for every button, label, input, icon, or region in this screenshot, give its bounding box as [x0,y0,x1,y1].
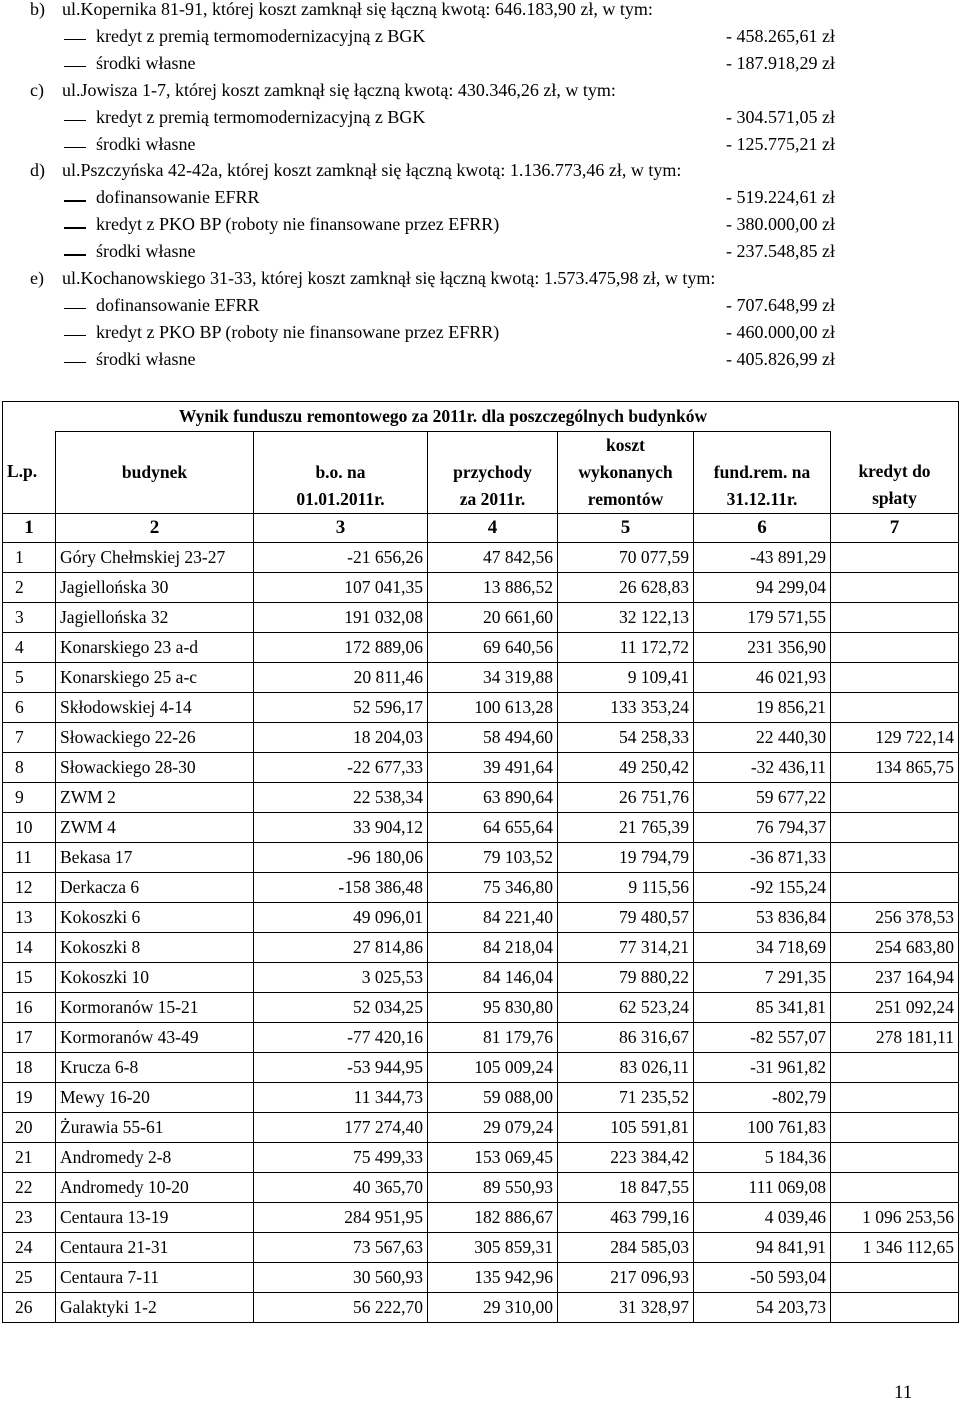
cell-lp: 16 [3,992,56,1022]
cell-bo: 52 034,25 [254,992,428,1022]
cell-budynek: Kormoranów 43-49 [56,1022,254,1052]
summary-label: e) [30,268,44,288]
cell-przychody: 29 310,00 [428,1292,558,1322]
cell-koszt: 217 096,93 [558,1262,694,1292]
cell-budynek: Galaktyki 1-2 [56,1292,254,1322]
cell-bo: 75 499,33 [254,1142,428,1172]
cell-kredyt [831,872,959,902]
cell-koszt: 71 235,52 [558,1082,694,1112]
cell-przychody: 13 886,52 [428,572,558,602]
dash-bullet-icon [64,362,86,364]
cell-fund: -50 593,04 [694,1262,831,1292]
table-corner [3,402,56,432]
cell-lp: 15 [3,962,56,992]
cell-bo: 40 365,70 [254,1172,428,1202]
table-row [3,992,959,1022]
cell-lp: 11 [3,842,56,872]
cell-kredyt: 134 865,75 [831,752,959,782]
col-number: 3 [254,513,428,542]
table-row [3,1292,959,1322]
summary-label: c) [30,79,44,100]
cell-przychody: 153 069,45 [428,1142,558,1172]
summary-label: b) [30,0,45,19]
cell-lp: 23 [3,1202,56,1232]
cell-przychody: 84 146,04 [428,962,558,992]
cell-fund: -82 557,07 [694,1022,831,1052]
cell-fund: -31 961,82 [694,1052,831,1082]
summary-item-text: środki własne [96,348,196,369]
table-row [3,722,959,752]
cell-bo: 284 951,95 [254,1202,428,1232]
summary-item-amount: - 458.265,61 zł [726,25,835,46]
cell-kredyt [831,1172,959,1202]
cell-kredyt: 278 181,11 [831,1022,959,1052]
summary-item-amount: - 237.548,85 zł [726,241,835,262]
cell-koszt: 83 026,11 [558,1052,694,1082]
cell-koszt: 31 328,97 [558,1292,694,1322]
summary-item-amount: - 304.571,05 zł [726,106,835,127]
cell-lp: 9 [3,782,56,812]
summary-item-amount: - 125.775,21 zł [726,133,835,154]
cell-koszt: 9 109,41 [558,662,694,692]
cell-przychody: 105 009,24 [428,1052,558,1082]
cell-lp: 13 [3,902,56,932]
table-row [3,962,959,992]
dash-bullet-icon [64,39,86,41]
cell-kredyt: 1 346 112,65 [831,1232,959,1262]
table-row [3,872,959,902]
cell-przychody: 58 494,60 [428,722,558,752]
cell-kredyt [831,1142,959,1172]
cell-bo: 172 889,06 [254,632,428,662]
table-row [3,602,959,632]
cell-budynek: Kokoszki 6 [56,902,254,932]
cell-przychody: 95 830,80 [428,992,558,1022]
cell-przychody: 29 079,24 [428,1112,558,1142]
cell-przychody: 84 221,40 [428,902,558,932]
table-body [3,542,959,1322]
repair-fund-table [2,401,959,1323]
dash-bullet-icon [64,308,86,310]
cell-lp: 6 [3,692,56,722]
cell-fund: 34 718,69 [694,932,831,962]
summary-item-text: środki własne [96,241,196,262]
cell-bo: -53 944,95 [254,1052,428,1082]
dash-bullet-icon [64,200,86,202]
cell-przychody: 81 179,76 [428,1022,558,1052]
summary-item-amount: - 405.826,99 zł [726,348,835,369]
cell-przychody: 75 346,80 [428,872,558,902]
cell-koszt: 62 523,24 [558,992,694,1022]
cell-budynek: Centaura 13-19 [56,1202,254,1232]
cell-fund: 231 356,90 [694,632,831,662]
cell-kredyt [831,812,959,842]
cell-budynek: Kokoszki 8 [56,932,254,962]
cell-lp: 17 [3,1022,56,1052]
cell-kredyt [831,602,959,632]
cell-budynek: Andromedy 2-8 [56,1142,254,1172]
dash-bullet-icon [64,120,86,122]
dash-bullet-icon [64,66,86,68]
cell-przychody: 89 550,93 [428,1172,558,1202]
table-row [3,1142,959,1172]
table-row [3,542,959,572]
cell-kredyt [831,1052,959,1082]
cell-fund: 179 571,55 [694,602,831,632]
page-number: 11 [894,1382,913,1403]
summary-item-text: kredyt z premią termomodernizacyjną z BGK [96,25,426,46]
cell-budynek: Skłodowskiej 4-14 [56,692,254,722]
dash-bullet-icon [64,227,86,229]
cell-kredyt: 129 722,14 [831,722,959,752]
summary-item-text: dofinansowanie EFRR [96,294,260,315]
cell-fund: -802,79 [694,1082,831,1112]
summary-text: ul.Pszczyńska 42-42a, której koszt zamknął się łączną kwotą: 1.136.773,46 zł, w tym: [62,160,682,181]
cell-przychody: 69 640,56 [428,632,558,662]
cell-budynek: Słowackiego 22-26 [56,722,254,752]
cell-lp: 26 [3,1292,56,1322]
summary-item-text: kredyt z PKO BP (roboty nie finansowane przez EFRR) [96,214,500,235]
cell-koszt: 79 880,22 [558,962,694,992]
summary-item-text: kredyt z premią termomodernizacyjną z BGK [96,106,426,127]
summary-item-text: kredyt z PKO BP (roboty nie finansowane przez EFRR) [96,321,500,342]
table-row [3,812,959,842]
table-row [3,692,959,722]
table-row [3,752,959,782]
cell-koszt: 79 480,57 [558,902,694,932]
cell-fund: -92 155,24 [694,872,831,902]
table-row [3,1022,959,1052]
summary-item-text: środki własne [96,52,196,73]
cell-przychody: 84 218,04 [428,932,558,962]
cell-kredyt: 1 096 253,56 [831,1202,959,1232]
cell-kredyt [831,662,959,692]
cell-fund: -43 891,29 [694,542,831,572]
cell-budynek: Żurawia 55-61 [56,1112,254,1142]
cell-lp: 8 [3,752,56,782]
cell-koszt: 105 591,81 [558,1112,694,1142]
cell-koszt: 18 847,55 [558,1172,694,1202]
col-number: 5 [558,513,694,542]
summary-item-text: dofinansowanie EFRR [96,187,260,208]
cell-koszt: 77 314,21 [558,932,694,962]
table-row [3,1262,959,1292]
summary-text: ul.Kochanowskiego 31-33, której koszt zamknął się łączną kwotą: 1.573.475,98 zł, w tym: [62,268,716,288]
table-title: Wynik funduszu remontowego za 2011r. dla poszczególnych budynków [56,402,831,432]
summary-item-amount: - 187.918,29 zł [726,52,835,73]
summary-text: ul.Kopernika 81-91, której koszt zamknął się łączną kwotą: 646.183,90 zł, w tym: [62,0,653,19]
cell-kredyt: 251 092,24 [831,992,959,1022]
cell-budynek: ZWM 2 [56,782,254,812]
header-bo: b.o. na 01.01.2011r. [254,431,428,513]
cell-bo: 49 096,01 [254,902,428,932]
cell-przychody: 20 661,60 [428,602,558,632]
summary-item-amount: - 707.648,99 zł [726,294,835,315]
cell-kredyt: 254 683,80 [831,932,959,962]
cell-bo: 11 344,73 [254,1082,428,1112]
cell-koszt: 86 316,67 [558,1022,694,1052]
cell-budynek: Centaura 21-31 [56,1232,254,1262]
table-row [3,782,959,812]
cell-bo: 177 274,40 [254,1112,428,1142]
cell-koszt: 49 250,42 [558,752,694,782]
dash-bullet-icon [64,254,86,256]
cell-kredyt: 256 378,53 [831,902,959,932]
cell-kredyt [831,1112,959,1142]
header-lp: L.p. [3,431,56,513]
cell-budynek: Jagiellońska 30 [56,572,254,602]
cell-budynek: Krucza 6-8 [56,1052,254,1082]
cell-koszt: 223 384,42 [558,1142,694,1172]
table-row [3,902,959,932]
cell-przychody: 100 613,28 [428,692,558,722]
cell-budynek: Kokoszki 10 [56,962,254,992]
cell-kredyt [831,1262,959,1292]
cell-fund: 111 069,08 [694,1172,831,1202]
cell-budynek: Konarskiego 25 a-c [56,662,254,692]
cell-koszt: 9 115,56 [558,872,694,902]
cell-kredyt [831,572,959,602]
cell-bo: -22 677,33 [254,752,428,782]
cell-budynek: Derkacza 6 [56,872,254,902]
cell-bo: 56 222,70 [254,1292,428,1322]
cell-koszt: 70 077,59 [558,542,694,572]
cell-bo: 22 538,34 [254,782,428,812]
cell-kredyt [831,782,959,812]
table-row [3,662,959,692]
cell-bo: 27 814,86 [254,932,428,962]
cell-lp: 25 [3,1262,56,1292]
summary-item-amount: - 519.224,61 zł [726,187,835,208]
cell-fund: 94 841,91 [694,1232,831,1262]
cell-lp: 7 [3,722,56,752]
cell-przychody: 135 942,96 [428,1262,558,1292]
cell-budynek: Andromedy 10-20 [56,1172,254,1202]
cell-fund: 94 299,04 [694,572,831,602]
cell-kredyt: 237 164,94 [831,962,959,992]
cell-koszt: 133 353,24 [558,692,694,722]
cell-przychody: 64 655,64 [428,812,558,842]
cell-koszt: 26 751,76 [558,782,694,812]
table-corner-right [831,402,959,432]
cell-przychody: 79 103,52 [428,842,558,872]
cell-bo: -96 180,06 [254,842,428,872]
cell-lp: 5 [3,662,56,692]
cell-bo: -158 386,48 [254,872,428,902]
cell-fund: 85 341,81 [694,992,831,1022]
table-row [3,632,959,662]
header-kredyt: kredyt do spłaty [831,431,959,513]
dash-bullet-icon [64,335,86,337]
cell-bo: 20 811,46 [254,662,428,692]
column-number-row [3,513,959,542]
col-number: 7 [831,513,959,542]
cell-bo: 33 904,12 [254,812,428,842]
table-row [3,1052,959,1082]
cell-bo: 18 204,03 [254,722,428,752]
cell-lp: 22 [3,1172,56,1202]
header-budynek: budynek [56,431,254,513]
cell-fund: 7 291,35 [694,962,831,992]
cell-budynek: Bekasa 17 [56,842,254,872]
cell-kredyt [831,842,959,872]
summary-item-amount: - 380.000,00 zł [726,214,835,235]
cell-bo: -21 656,26 [254,542,428,572]
cell-budynek: Mewy 16-20 [56,1082,254,1112]
cell-przychody: 305 859,31 [428,1232,558,1262]
cell-budynek: Kormoranów 15-21 [56,992,254,1022]
cell-przychody: 182 886,67 [428,1202,558,1232]
table-row [3,1202,959,1232]
cell-fund: 59 677,22 [694,782,831,812]
table-row [3,572,959,602]
cell-koszt: 11 172,72 [558,632,694,662]
cell-bo: -77 420,16 [254,1022,428,1052]
cell-budynek: Konarskiego 23 a-d [56,632,254,662]
cell-lp: 12 [3,872,56,902]
cell-lp: 19 [3,1082,56,1112]
header-fund: fund.rem. na 31.12.11r. [694,431,831,513]
table-row [3,1112,959,1142]
cell-koszt: 463 799,16 [558,1202,694,1232]
cell-koszt: 26 628,83 [558,572,694,602]
header-koszt: koszt wykonanych remontów [558,431,694,513]
cell-fund: 76 794,37 [694,812,831,842]
cell-bo: 107 041,35 [254,572,428,602]
cell-kredyt [831,1292,959,1322]
cell-lp: 3 [3,602,56,632]
col-number: 2 [56,513,254,542]
cell-fund: 4 039,46 [694,1202,831,1232]
cell-bo: 3 025,53 [254,962,428,992]
cell-bo: 191 032,08 [254,602,428,632]
cell-bo: 52 596,17 [254,692,428,722]
cell-przychody: 34 319,88 [428,662,558,692]
cell-fund: 54 203,73 [694,1292,831,1322]
cell-fund: -36 871,33 [694,842,831,872]
col-number: 1 [3,513,56,542]
cell-lp: 4 [3,632,56,662]
summary-item-text: środki własne [96,133,196,154]
col-number: 4 [428,513,558,542]
cell-koszt: 284 585,03 [558,1232,694,1262]
cell-kredyt [831,1082,959,1112]
cell-fund: 19 856,21 [694,692,831,722]
cell-przychody: 39 491,64 [428,752,558,782]
cell-fund: 53 836,84 [694,902,831,932]
table-row [3,842,959,872]
cell-koszt: 19 794,79 [558,842,694,872]
cell-lp: 10 [3,812,56,842]
cell-bo: 73 567,63 [254,1232,428,1262]
cell-lp: 14 [3,932,56,962]
table-row [3,1172,959,1202]
cell-koszt: 32 122,13 [558,602,694,632]
table-row [3,1232,959,1262]
cell-bo: 30 560,93 [254,1262,428,1292]
cell-budynek: Centaura 7-11 [56,1262,254,1292]
cell-koszt: 54 258,33 [558,722,694,752]
cell-kredyt [831,632,959,662]
cell-przychody: 63 890,64 [428,782,558,812]
cell-budynek: Jagiellońska 32 [56,602,254,632]
header-przychody: przychody za 2011r. [428,431,558,513]
cell-lp: 21 [3,1142,56,1172]
cell-fund: -32 436,11 [694,752,831,782]
cell-lp: 2 [3,572,56,602]
cell-kredyt [831,542,959,572]
summary-text: ul.Jowisza 1-7, której koszt zamknął się łączną kwotą: 430.346,26 zł, w tym: [62,79,616,100]
cell-lp: 1 [3,542,56,572]
table-row [3,1082,959,1112]
cell-budynek: Słowackiego 28-30 [56,752,254,782]
table-row [3,932,959,962]
cell-lp: 24 [3,1232,56,1262]
cell-fund: 22 440,30 [694,722,831,752]
cell-przychody: 59 088,00 [428,1082,558,1112]
cell-przychody: 47 842,56 [428,542,558,572]
cell-lp: 20 [3,1112,56,1142]
summary-label: d) [30,160,45,181]
summary-item-amount: - 460.000,00 zł [726,321,835,342]
cell-fund: 46 021,93 [694,662,831,692]
cell-fund: 100 761,83 [694,1112,831,1142]
cell-lp: 18 [3,1052,56,1082]
cell-koszt: 21 765,39 [558,812,694,842]
cell-kredyt [831,692,959,722]
cell-budynek: Góry Chełmskiej 23-27 [56,542,254,572]
dash-bullet-icon [64,147,86,149]
cell-budynek: ZWM 4 [56,812,254,842]
cell-fund: 5 184,36 [694,1142,831,1172]
col-number: 6 [694,513,831,542]
